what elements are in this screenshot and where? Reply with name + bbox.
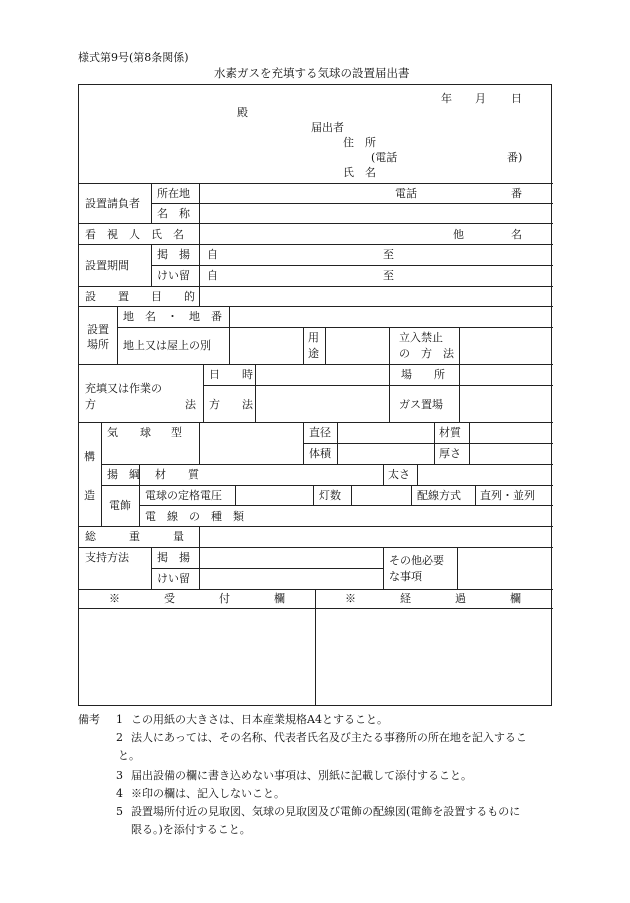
- decoration-label: 電飾: [109, 499, 131, 512]
- note-text-continuation: と。: [118, 749, 140, 762]
- filling-method-label: 方 法: [209, 398, 253, 411]
- filling-gas-storage-label: ガス置場: [399, 398, 443, 411]
- place-restrict-bottom: の 方 法: [399, 347, 454, 360]
- watcher-mei-label: 名: [511, 228, 522, 241]
- period-raise-label: 掲 揚: [157, 248, 190, 261]
- form-title: 水素ガスを充填する気球の設置届出書: [214, 66, 410, 80]
- month-label: 月: [475, 92, 486, 105]
- bulbs-label: 灯数: [319, 489, 341, 502]
- watcher-other-label: 他: [453, 228, 464, 241]
- balloon-label: 気 球: [107, 426, 151, 439]
- period-label: 設置期間: [85, 259, 129, 272]
- day-label: 日: [511, 92, 522, 105]
- note-number: 3: [116, 769, 123, 782]
- note-number: 4: [116, 787, 123, 800]
- rope-material-label: 材 質: [155, 468, 199, 481]
- note-text: 法人にあっては、その名称、代表者氏名及び主たる事務所の所在地を記入するこ: [131, 731, 527, 744]
- balloon-thickness-label: 厚さ: [439, 447, 461, 460]
- contractor-label: 設置請負者: [85, 197, 140, 210]
- note-text: 設置場所付近の見取図、気球の見取図及び電飾の配線図(電飾を設置するものに: [131, 805, 521, 818]
- filling-location-label: 場 所: [401, 368, 445, 381]
- support-other-bottom: な事項: [389, 570, 422, 583]
- support-raise-label: 掲 揚: [157, 551, 190, 564]
- support-moor-label: けい留: [157, 572, 190, 585]
- filling-label-top: 充填又は作業の: [85, 382, 162, 395]
- structure-label-top: 構: [84, 450, 95, 463]
- note-number: 1: [116, 713, 123, 726]
- place-restrict-top: 立入禁止: [399, 331, 443, 344]
- balloon-diameter-label: 直径: [309, 426, 331, 439]
- period-moor-to: 至: [383, 269, 394, 282]
- contractor-ban-label: 番: [511, 187, 522, 200]
- note-text: 届出設備の欄に書き込めない事項は、別紙に記載して添付すること。: [131, 769, 472, 782]
- note-text-continuation: 限る。)を添付すること。: [131, 823, 251, 836]
- support-other-top: その他必要: [389, 554, 444, 567]
- year-label: 年: [441, 92, 452, 105]
- application-form: [78, 84, 552, 706]
- phone-open-label: (電話: [371, 151, 398, 164]
- note-text: この用紙の大きさは、日本産業規格A4とすること。: [131, 713, 388, 726]
- phone-close-label: 番): [507, 151, 523, 164]
- voltage-label: 電球の定格電圧: [145, 489, 222, 502]
- period-moor-label: けい留: [157, 269, 190, 282]
- balloon-volume-label: 体積: [309, 447, 331, 460]
- place-use-bottom: 途: [308, 347, 319, 360]
- period-raise-to: 至: [383, 248, 394, 261]
- addressee-label: 殿: [237, 106, 248, 119]
- place-label-bottom: 場所: [87, 338, 109, 351]
- notes-label: 備考: [78, 713, 100, 726]
- note-text: ※印の欄は、記入しないこと。: [131, 787, 285, 800]
- name-label: 氏 名: [343, 166, 376, 179]
- place-ground-roof-label: 地上又は屋上の別: [123, 339, 211, 352]
- progress-header: ※ 経 過 欄: [345, 592, 521, 605]
- contractor-location-label: 所在地: [157, 187, 190, 200]
- place-use-top: 用: [308, 331, 319, 344]
- submitter-label: 届出者: [311, 121, 344, 134]
- rope-label: 揚 綱: [107, 468, 140, 481]
- contractor-name-label: 名 称: [157, 207, 190, 220]
- note-number: 2: [116, 731, 123, 744]
- place-lot-label: 地 名 ・ 地 番: [123, 310, 222, 323]
- filling-label-right: 法: [185, 398, 196, 411]
- filling-label-left: 方: [85, 398, 96, 411]
- reception-header: ※ 受 付 欄: [109, 592, 285, 605]
- purpose-label: 設 置 目 的: [85, 290, 195, 303]
- place-label-top: 設置: [87, 323, 109, 336]
- filling-datetime-label: 日 時: [209, 368, 253, 381]
- form-number: 様式第9号(第8条関係): [78, 51, 189, 64]
- period-moor-from: 自: [207, 269, 218, 282]
- balloon-material-label: 材質: [439, 426, 461, 439]
- wiring-label: 配線方式: [417, 489, 461, 502]
- wire-kind-label: 電 線 の 種 類: [145, 510, 244, 523]
- rope-thickness-label: 太さ: [388, 468, 410, 481]
- period-raise-from: 自: [207, 248, 218, 261]
- watcher-label: 看 視 人 氏 名: [85, 228, 184, 241]
- structure-label-bottom: 造: [84, 489, 95, 502]
- series-parallel-label: 直列・並列: [480, 489, 535, 502]
- balloon-type-label: 型: [171, 426, 182, 439]
- note-number: 5: [116, 805, 123, 818]
- contractor-phone-label: 電話: [395, 187, 417, 200]
- address-label: 住 所: [343, 136, 376, 149]
- total-weight-label: 総 重 量: [85, 530, 184, 543]
- support-label: 支持方法: [85, 551, 129, 564]
